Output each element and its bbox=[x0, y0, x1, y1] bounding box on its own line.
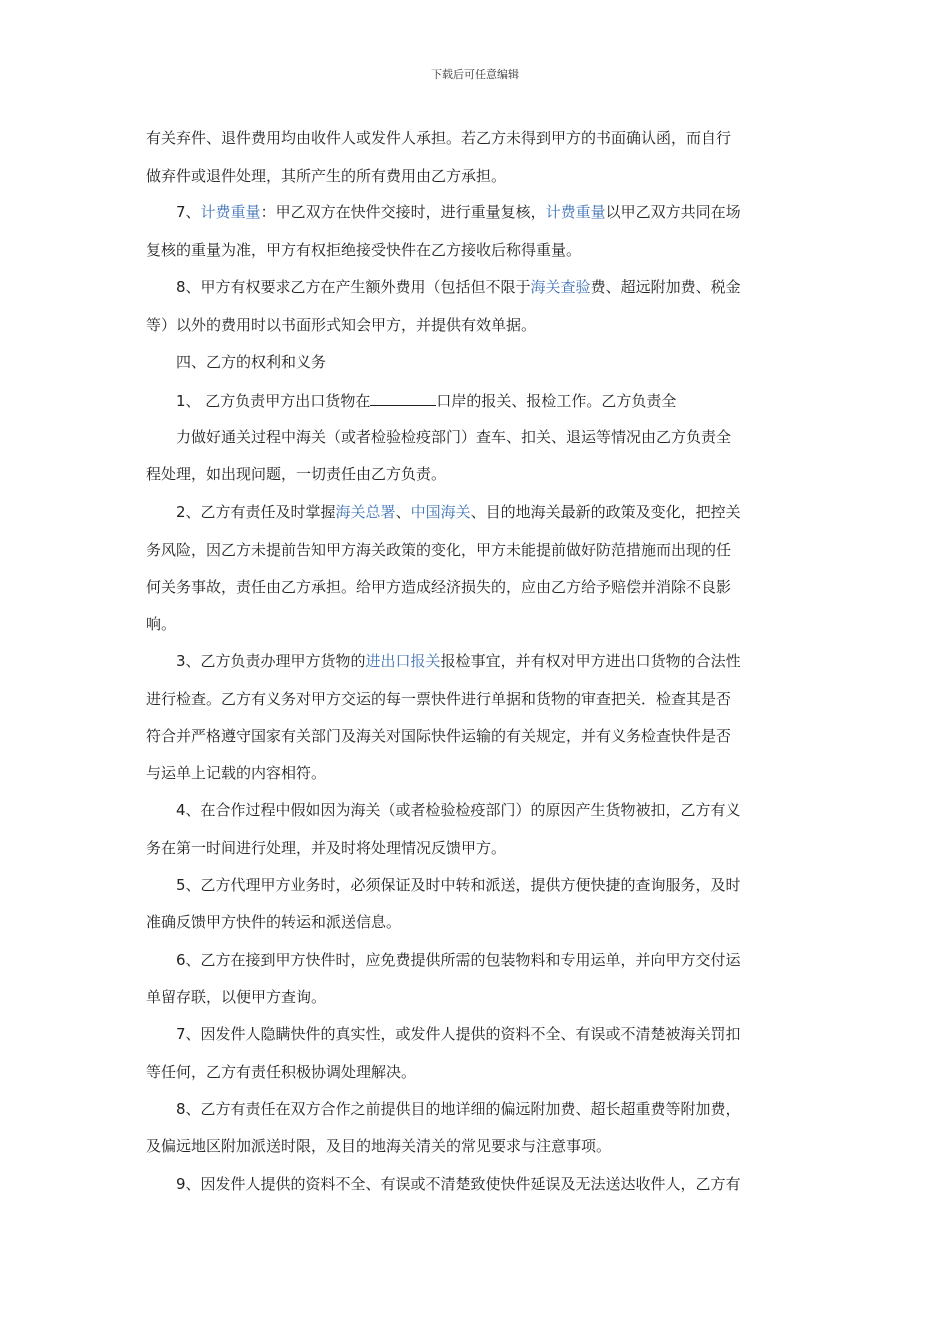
clause-7-line: 7、计费重量：甲乙双方在快件交接时，进行重量复核，计费重量以甲乙双方共同在场 bbox=[176, 203, 741, 221]
paragraph-line: 8、乙方有责任在双方合作之前提供目的地详细的偏远附加费、超长超重费等附加费， bbox=[176, 1100, 741, 1118]
link-import-export-declaration[interactable]: 进出口报关 bbox=[365, 652, 441, 670]
page-header: 下载后可任意编辑 bbox=[431, 68, 519, 81]
paragraph-line: 单留存联，以便甲方查询。 bbox=[146, 988, 327, 1006]
fill-in-blank bbox=[370, 389, 436, 406]
paragraph-line: 及偏远地区附加派送时限，及目的地海关清关的常见要求与注意事项。 bbox=[146, 1137, 612, 1155]
paragraph-line: 与运单上记载的内容相符。 bbox=[146, 764, 327, 782]
paragraph-line: 等）以外的费用时以书面形式知会甲方，并提供有效单据。 bbox=[146, 316, 537, 334]
paragraph-line: 5、乙方代理甲方业务时，必须保证及时中转和派送，提供方便快捷的查询服务，及时 bbox=[176, 876, 741, 894]
clause-2-line: 2、乙方有责任及时掌握海关总署、中国海关、目的地海关最新的政策及变化，把控关 bbox=[176, 503, 741, 521]
paragraph-line: 力做好通关过程中海关（或者检验检疫部门）查车、扣关、退运等情况由乙方负责全 bbox=[176, 428, 732, 446]
paragraph-line: 务在第一时间进行处理，并及时将处理情况反馈甲方。 bbox=[146, 839, 507, 857]
paragraph-line: 等任何，乙方有责任积极协调处理解决。 bbox=[146, 1063, 417, 1081]
paragraph-line: 准确反馈甲方快件的转运和派送信息。 bbox=[146, 913, 402, 931]
paragraph-line: 9、因发件人提供的资料不全、有误或不清楚致使快件延误及无法送达收件人，乙方有 bbox=[176, 1175, 741, 1193]
clause-1-line: 1、 乙方负责甲方出口货物在 口岸的报关、报检工作。乙方负责全 bbox=[176, 389, 676, 411]
paragraph-line: 4、在合作过程中假如因为海关（或者检验检疫部门）的原因产生货物被扣，乙方有义 bbox=[176, 801, 741, 819]
paragraph-line: 符合并严格遵守国家有关部门及海关对国际快件运输的有关规定，并有义务检查快件是否 bbox=[146, 727, 732, 745]
paragraph-line: 何关务事故，责任由乙方承担。给甲方造成经济损失的，应由乙方给予赔偿并消除不良影 bbox=[146, 578, 732, 596]
link-customs-administration[interactable]: 海关总署 bbox=[335, 503, 396, 521]
paragraph-line: 6、乙方在接到甲方快件时，应免费提供所需的包装物料和专用运单，并向甲方交付运 bbox=[176, 951, 741, 969]
paragraph-line: 做弃件或退件处理，其所产生的所有费用由乙方承担。 bbox=[146, 167, 507, 185]
clause-8-line: 8、甲方有权要求乙方在产生额外费用（包括但不限于海关查验费、超远附加费、税金 bbox=[176, 278, 741, 296]
link-china-customs[interactable]: 中国海关 bbox=[410, 503, 471, 521]
link-billing-weight[interactable]: 计费重量 bbox=[200, 203, 261, 221]
paragraph-line: 复核的重量为准，甲方有权拒绝接受快件在乙方接收后称得重量。 bbox=[146, 241, 582, 259]
clause-3-line: 3、乙方负责办理甲方货物的进出口报关报检事宜，并有权对甲方进出口货物的合法性 bbox=[176, 652, 741, 670]
section-heading: 四、乙方的权利和义务 bbox=[176, 353, 327, 371]
paragraph-line: 7、因发件人隐瞒快件的真实性，或发件人提供的资料不全、有误或不清楚被海关罚扣 bbox=[176, 1025, 741, 1043]
paragraph-line: 程处理，如出现问题，一切责任由乙方负责。 bbox=[146, 465, 447, 483]
paragraph-line: 进行检查。乙方有义务对甲方交运的每一票快件进行单据和货物的审查把关．检查其是否 bbox=[146, 690, 732, 708]
paragraph-line: 有关弃件、退件费用均由收件人或发件人承担。若乙方未得到甲方的书面确认函，而自行 bbox=[146, 129, 732, 147]
link-billing-weight-2[interactable]: 计费重量 bbox=[545, 203, 606, 221]
link-customs-inspection[interactable]: 海关查验 bbox=[530, 278, 591, 296]
paragraph-line: 务风险，因乙方未提前告知甲方海关政策的变化，甲方未能提前做好防范措施而出现的任 bbox=[146, 541, 732, 559]
paragraph-line: 响。 bbox=[146, 615, 177, 633]
